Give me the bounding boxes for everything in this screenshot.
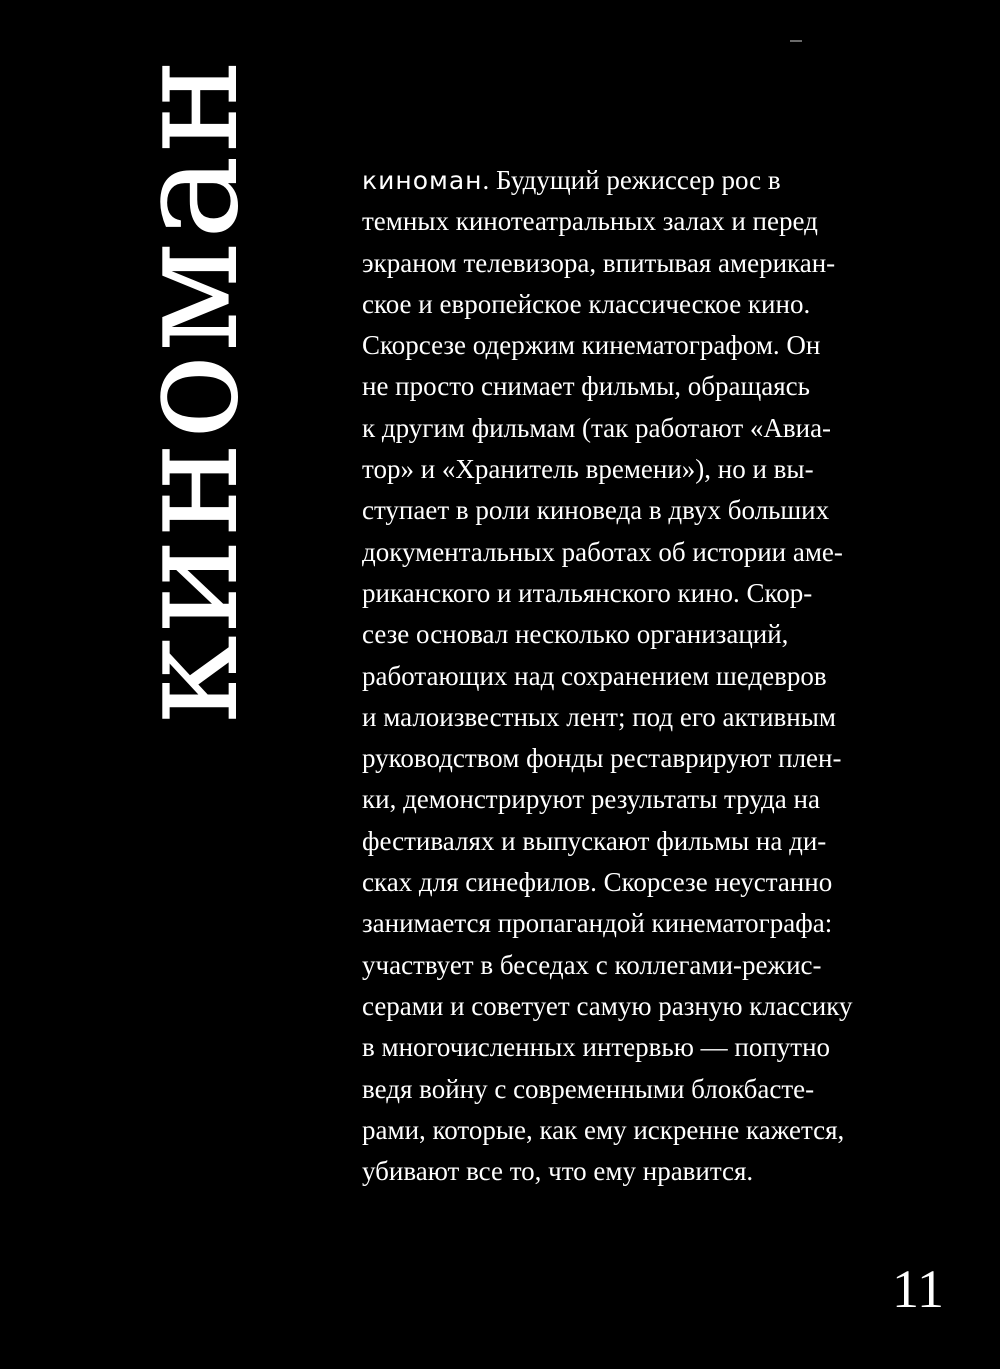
paragraph-line: к другим фильмам (так работают «Авиа- <box>362 412 832 443</box>
first-line-text: . Будущий режиссер рос в <box>482 165 781 195</box>
paragraph-line: серами и советует самую разную классику <box>362 990 853 1021</box>
paragraph-line <box>362 160 962 201</box>
body-paragraph <box>362 160 962 1192</box>
paragraph-line: фестивалях и выпускают фильмы на ди- <box>362 825 827 856</box>
paragraph-line: темных кинотеатральных залах и перед <box>362 206 818 237</box>
paragraph-line: сезе основал несколько организаций, <box>362 619 789 650</box>
page-number: 11 <box>892 1259 944 1319</box>
vertical-chapter-title: киноман <box>105 56 270 724</box>
paragraph-line: тор» и «Хранитель времени»), но и вы- <box>362 454 814 485</box>
paragraph-line: участвует в беседах с коллегами-режис- <box>362 949 822 980</box>
paragraph-line: работающих над сохранением шедевров <box>362 660 827 691</box>
paragraph-line: риканского и итальянского кино. Скор- <box>362 577 813 608</box>
paragraph-line: сках для синефилов. Скорсезе неустанно <box>362 867 833 898</box>
lead-word: киноман <box>362 166 483 195</box>
paragraph-line: в многочисленных интервью — попутно <box>362 1032 831 1063</box>
paragraph-line: ступает в роли киноведа в двух больших <box>362 495 830 526</box>
paragraph-line: ки, демонстрируют результаты труда на <box>362 784 820 815</box>
paragraph-line: документальных работах об истории аме- <box>362 536 843 567</box>
paragraph-line: не просто снимает фильмы, обращаясь <box>362 371 810 402</box>
paragraph-line: и малоизвестных лент; под его активным <box>362 701 836 732</box>
paragraph-line: экраном телевизора, впитывая американ- <box>362 247 836 278</box>
paragraph-line: ское и европейское классическое кино. <box>362 288 811 319</box>
paragraph-line: Скорсезе одержим кинематографом. Он <box>362 330 821 361</box>
paragraph-line: ведя войну с современными блокбасте- <box>362 1073 815 1104</box>
paragraph-line: занимается пропагандой кинематографа: <box>362 908 833 939</box>
scan-speck <box>790 40 802 42</box>
paragraph-line: рами, которые, как ему искренне кажется, <box>362 1114 845 1145</box>
paragraph-line: руководством фонды реставрируют плен- <box>362 743 842 774</box>
paragraph-line: убивают все то, что ему нравится. <box>362 1156 754 1187</box>
